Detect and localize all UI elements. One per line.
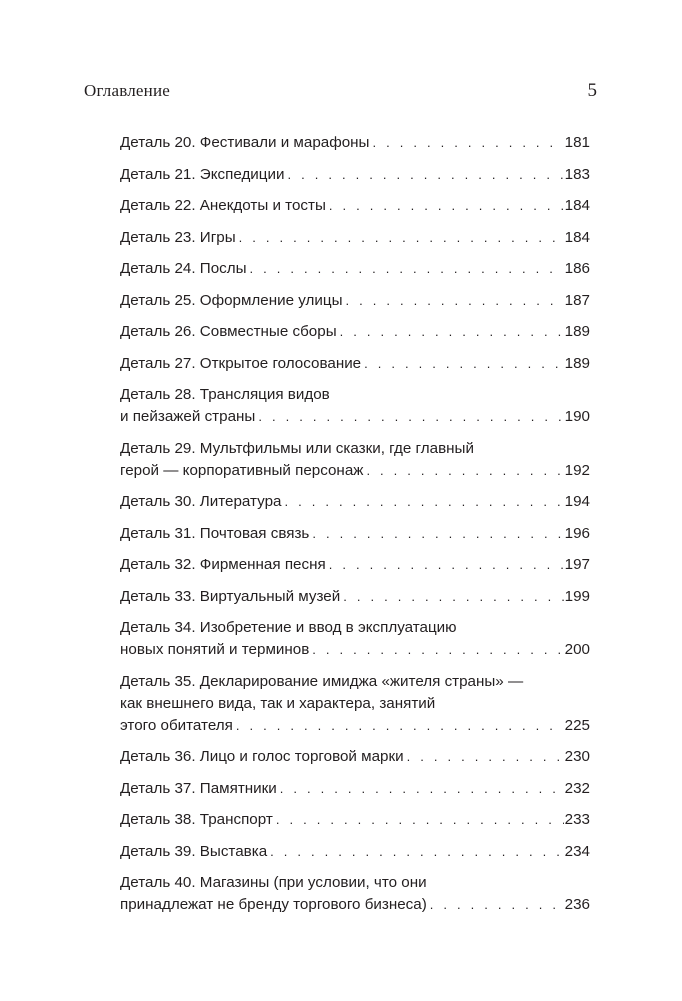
dot-leader xyxy=(250,258,564,280)
toc-entry-title: этого обитателя xyxy=(120,716,233,734)
toc-entry-page: 197 xyxy=(564,556,590,573)
toc-entry xyxy=(120,290,590,312)
toc-entry-title: Деталь 32. Фирменная песня xyxy=(120,556,326,573)
toc-entry xyxy=(120,227,590,249)
dot-leader xyxy=(372,132,563,154)
dot-leader xyxy=(407,746,564,768)
toc-entry-line xyxy=(120,841,590,863)
dot-leader xyxy=(280,778,564,800)
toc-entry-page: 230 xyxy=(564,748,590,765)
toc-entry-title: Деталь 27. Открытое голосование xyxy=(120,354,362,372)
toc-entry-page: 200 xyxy=(564,641,590,658)
dot-leader xyxy=(329,195,564,217)
toc-entry-line xyxy=(120,586,590,608)
toc-entry xyxy=(120,164,590,186)
toc-entry-title: Деталь 20. Фестивали и марафоны xyxy=(120,134,370,151)
toc-entry-page: 225 xyxy=(564,716,590,734)
toc-entry-title: Деталь 30. Литература xyxy=(120,493,282,510)
toc-entry-line xyxy=(120,715,590,737)
toc-entry xyxy=(120,353,590,375)
toc-entry-line xyxy=(120,353,590,375)
toc-entry-line xyxy=(120,406,590,428)
toc-entry-line xyxy=(120,227,590,249)
toc-entry xyxy=(120,778,590,800)
dot-leader xyxy=(364,353,564,375)
dot-leader xyxy=(287,164,563,186)
toc-entry xyxy=(120,438,590,482)
toc-entry xyxy=(120,258,590,280)
toc-entry xyxy=(120,554,590,576)
toc-entry-line xyxy=(120,321,590,343)
toc-entry-title: Деталь 36. Лицо и голос торговой марки xyxy=(120,748,404,765)
toc-entry-page: 199 xyxy=(564,587,590,605)
toc-entry-line xyxy=(120,195,590,217)
toc-entry-line xyxy=(120,290,590,312)
toc-entry-line xyxy=(120,460,590,482)
toc-entry-page: 236 xyxy=(564,896,590,913)
dot-leader xyxy=(284,491,563,513)
toc-entry-title: Деталь 21. Экспедиции xyxy=(120,165,285,183)
dot-leader xyxy=(329,554,564,576)
dot-leader xyxy=(312,639,563,661)
toc-entry-page: 183 xyxy=(564,165,590,183)
dot-leader xyxy=(239,227,564,249)
toc-entry-title-line: Деталь 34. Изобретение и ввод в эксплуатацию xyxy=(120,619,457,636)
toc-entry-title: Деталь 37. Памятники xyxy=(120,779,277,797)
toc-entry-line xyxy=(120,523,590,545)
dot-leader xyxy=(346,290,564,312)
toc-entry-title: новых понятий и терминов xyxy=(120,641,310,658)
toc-entry-line xyxy=(120,164,590,186)
toc-entry xyxy=(120,523,590,545)
toc-entry-title: Деталь 33. Виртуальный музей xyxy=(120,587,341,605)
toc-entry xyxy=(120,586,590,608)
toc-entry-title: Деталь 24. Послы xyxy=(120,260,247,277)
toc-entry-page: 184 xyxy=(564,228,590,246)
toc-entry-title: Деталь 38. Транспорт xyxy=(120,811,273,828)
toc-entry-page: 232 xyxy=(564,779,590,797)
toc-entry-line xyxy=(120,258,590,280)
dot-leader xyxy=(312,523,563,545)
toc-entry-title: Деталь 22. Анекдоты и тосты xyxy=(120,197,326,214)
toc-entry-page: 234 xyxy=(564,842,590,860)
toc-entry xyxy=(120,132,590,154)
toc-entry-line xyxy=(120,491,590,513)
toc-entry-page: 233 xyxy=(564,811,590,828)
toc-entry-line xyxy=(120,746,590,768)
toc-entry-page: 189 xyxy=(564,323,590,340)
toc-entry-line xyxy=(120,778,590,800)
toc-entry-page: 186 xyxy=(564,260,590,277)
toc-entry-line xyxy=(120,132,590,154)
dot-leader xyxy=(430,894,564,916)
toc-entry xyxy=(120,671,590,737)
toc-entry xyxy=(120,746,590,768)
toc-entry-title-line: Деталь 40. Магазины (при условии, что они xyxy=(120,874,427,891)
toc-entry-title: герой — корпоративный персонаж xyxy=(120,461,364,479)
dot-leader xyxy=(270,841,564,863)
toc-entry-title: Деталь 26. Совместные сборы xyxy=(120,323,337,340)
toc-entry-title: Деталь 25. Оформление улицы xyxy=(120,291,343,309)
toc-entry-page: 181 xyxy=(564,134,590,151)
toc-entry-page: 187 xyxy=(564,291,590,309)
running-title: Оглавление xyxy=(84,81,170,100)
toc-entry xyxy=(120,384,590,428)
page-header xyxy=(84,80,597,102)
dot-leader xyxy=(366,460,563,482)
toc-entry-page: 196 xyxy=(564,524,590,542)
toc-entry xyxy=(120,809,590,831)
toc-entry-title: Деталь 39. Выставка xyxy=(120,842,268,860)
dot-leader xyxy=(258,406,563,428)
toc-entry xyxy=(120,321,590,343)
toc-entry-title: Деталь 31. Почтовая связь xyxy=(120,524,310,542)
toc-entry-title: и пейзажей страны xyxy=(120,408,256,425)
toc-entry-title-line: как внешнего вида, так и характера, занятий xyxy=(120,694,436,712)
toc-entry xyxy=(120,491,590,513)
toc-entry-page: 190 xyxy=(564,408,590,425)
toc-entry xyxy=(120,872,590,916)
dot-leader xyxy=(236,715,564,737)
toc-entry-title-line: Деталь 35. Декларирование имиджа «жителя страны» — xyxy=(120,672,524,690)
toc-entry-line xyxy=(120,894,590,916)
toc-entry-title: Деталь 23. Игры xyxy=(120,228,236,246)
toc-entry xyxy=(120,841,590,863)
toc-entry-line xyxy=(120,554,590,576)
toc-entry-line xyxy=(120,639,590,661)
page-number: 5 xyxy=(587,80,597,101)
toc-entry xyxy=(120,195,590,217)
toc-entry-title: принадлежат не бренду торгового бизнеса) xyxy=(120,896,427,913)
toc-entry xyxy=(120,617,590,661)
toc-entry-title-line: Деталь 28. Трансляция видов xyxy=(120,386,330,403)
toc-entry-page: 184 xyxy=(564,197,590,214)
dot-leader xyxy=(343,586,563,608)
table-of-contents xyxy=(120,132,590,926)
toc-entry-line xyxy=(120,809,590,831)
toc-entry-page: 189 xyxy=(564,354,590,372)
dot-leader xyxy=(340,321,564,343)
toc-entry-page: 192 xyxy=(564,461,590,479)
toc-entry-title-line: Деталь 29. Мультфильмы или сказки, где главный xyxy=(120,439,474,457)
dot-leader xyxy=(276,809,564,831)
toc-entry-page: 194 xyxy=(564,493,590,510)
